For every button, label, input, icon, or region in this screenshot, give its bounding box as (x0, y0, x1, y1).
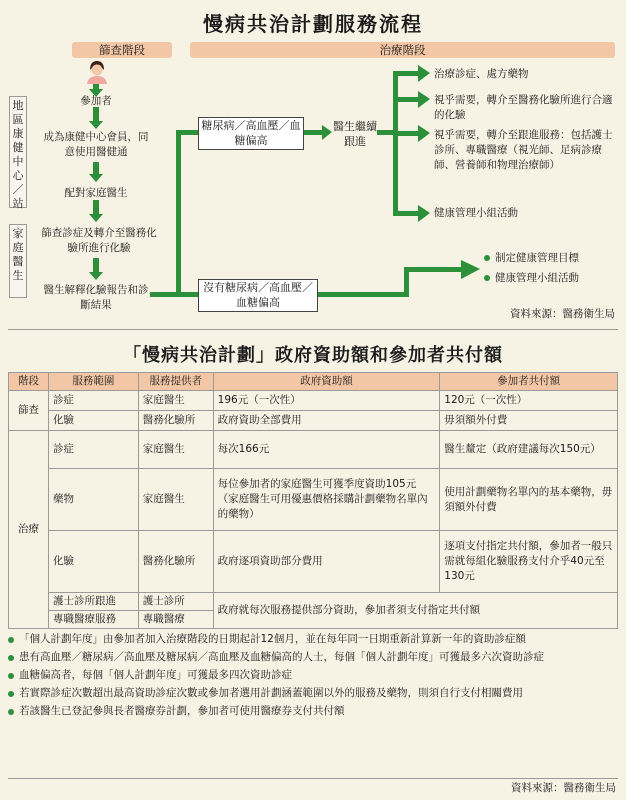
copay-cell: 120元（一次性） (440, 391, 618, 411)
provider-cell: 醫務化驗所 (138, 411, 213, 431)
table-row (9, 411, 618, 431)
treatment-stage-header: 治療階段 (190, 42, 615, 58)
treatment-item: 視乎需要，轉介至醫務化驗所進行合適的化驗 (434, 94, 613, 121)
gov-cell: 政府資助全部費用 (213, 411, 440, 431)
scope-cell: 化驗 (48, 531, 138, 593)
other-item: 健康管理小組活動 (484, 271, 579, 286)
bullet-icon (484, 275, 490, 281)
table-row (9, 593, 618, 611)
notes-list (8, 632, 616, 722)
gov-cell: 196元（一次性） (213, 391, 440, 411)
person-icon (84, 60, 110, 84)
note-item: 若實際診症次數超出最高資助診症次數或參加者選用計劃涵蓋範圍以外的服務及藥物，則須自行支付相關費用 (8, 686, 616, 701)
step-match-doctor: 配對家庭醫生 (64, 187, 128, 199)
provider-cell: 護士診所 (138, 593, 213, 611)
provider-cell: 家庭醫生 (138, 391, 213, 411)
scope-cell: 護士診所跟進 (48, 593, 138, 611)
table-row (9, 431, 618, 469)
scope-cell: 專職醫療服務 (48, 611, 138, 629)
bullet-icon (8, 691, 14, 697)
scope-cell: 藥物 (48, 469, 138, 531)
provider-cell: 家庭醫生 (138, 431, 213, 469)
scope-cell: 診症 (48, 391, 138, 411)
stage-cell: 篩查 (9, 391, 49, 431)
note-item: 患有高血壓／糖尿病／高血壓及糖尿病／高血壓及血糖偏高的人士，每個「個人計劃年度」可獲最多六次資助診症 (8, 650, 616, 665)
provider-cell: 醫務化驗所 (138, 531, 213, 593)
table-row (9, 469, 618, 531)
other-item: 制定健康管理目標 (484, 251, 579, 266)
district-health-centre-label: 地區康健中心／站 (9, 96, 27, 208)
copay-cell: 使用計劃藥物名單內的基本藥物，毋須額外付費 (440, 469, 618, 531)
table-row (9, 531, 618, 593)
column-header: 政府資助額 (213, 373, 440, 391)
copay-cell: 逐項支付指定共付額，參加者一般只需就每組化驗服務支付介乎40元至130元 (440, 531, 618, 593)
note-item: 「個人計劃年度」由參加者加入治療階段的日期起計12個月，並在每年同一日期重新計算新一年的資助診症額 (8, 632, 616, 647)
bullet-icon (484, 255, 490, 261)
provider-cell: 家庭醫生 (138, 469, 213, 531)
not-diagnosed-box: 沒有糖尿病／高血壓／血糖偏高 (198, 279, 318, 312)
step-join-member: 成為康健中心會員，同意使用醫健通 (43, 131, 149, 158)
copay-cell: 毋須額外付費 (440, 411, 618, 431)
gov-cell: 政府逐項資助部分費用 (213, 531, 440, 593)
column-header: 參加者共付額 (440, 373, 618, 391)
bottom-divider (8, 778, 618, 779)
table-row (9, 391, 618, 411)
note-item: 若該醫生已登記參與長者醫療券計劃，參加者可使用醫療券支付共付額 (8, 704, 616, 719)
provider-cell: 專職醫療 (138, 611, 213, 629)
bullet-icon (8, 709, 14, 715)
gov-cell: 每位參加者的家庭醫生可獲季度資助105元（家庭醫生可用優惠價格採購計劃藥物名單內的藥物） (213, 469, 440, 531)
stage-cell: 治療 (9, 431, 49, 629)
bullet-icon (8, 637, 14, 643)
merged-subsidy-cell: 政府就每次服務提供部分資助，參加者須支付指定共付額 (213, 593, 617, 629)
table-title: 「慢病共治計劃」政府資助額和參加者共付額 (123, 345, 503, 366)
copay-cell: 醫生釐定（政府建議每次150元） (440, 431, 618, 469)
step-participant: 參加者 (80, 95, 112, 107)
bullet-icon (8, 655, 14, 661)
note-item: 血糖偏高者，每個「個人計劃年度」可獲最多四次資助診症 (8, 668, 616, 683)
table-source: 資料來源：醫務衛生局 (511, 782, 616, 794)
column-header: 階段 (9, 373, 49, 391)
column-header: 服務範圍 (48, 373, 138, 391)
subsidy-table (8, 372, 618, 629)
flow-source: 資料來源：醫務衛生局 (510, 308, 615, 320)
scope-cell: 化驗 (48, 411, 138, 431)
screening-stage-header: 篩查階段 (72, 42, 172, 58)
column-header: 服務提供者 (138, 373, 213, 391)
diagnosed-box: 糖尿病／高血壓／血糖偏高 (198, 117, 304, 150)
treatment-item: 治療診症、處方藥物 (434, 68, 529, 80)
treatment-item: 視乎需要，轉介至跟進服務：包括護士診所、專職醫療（視光師、足病診療師、營養師和物理治療師） (434, 129, 613, 171)
bullet-icon (8, 673, 14, 679)
table-header-row (9, 373, 618, 391)
section-divider (8, 329, 618, 330)
gov-cell: 每次166元 (213, 431, 440, 469)
step-screening-referral: 篩查診症及轉介至醫務化驗所進行化驗 (41, 227, 157, 254)
flow-title: 慢病共治計劃服務流程 (203, 12, 423, 36)
treatment-item: 健康管理小組活動 (434, 207, 518, 219)
doctor-follow-up: 醫生繼續跟進 (333, 120, 377, 148)
scope-cell: 診症 (48, 431, 138, 469)
family-doctor-label: 家庭醫生 (9, 224, 27, 298)
step-explain-results: 醫生解釋化驗報告和診斷結果 (43, 284, 149, 311)
